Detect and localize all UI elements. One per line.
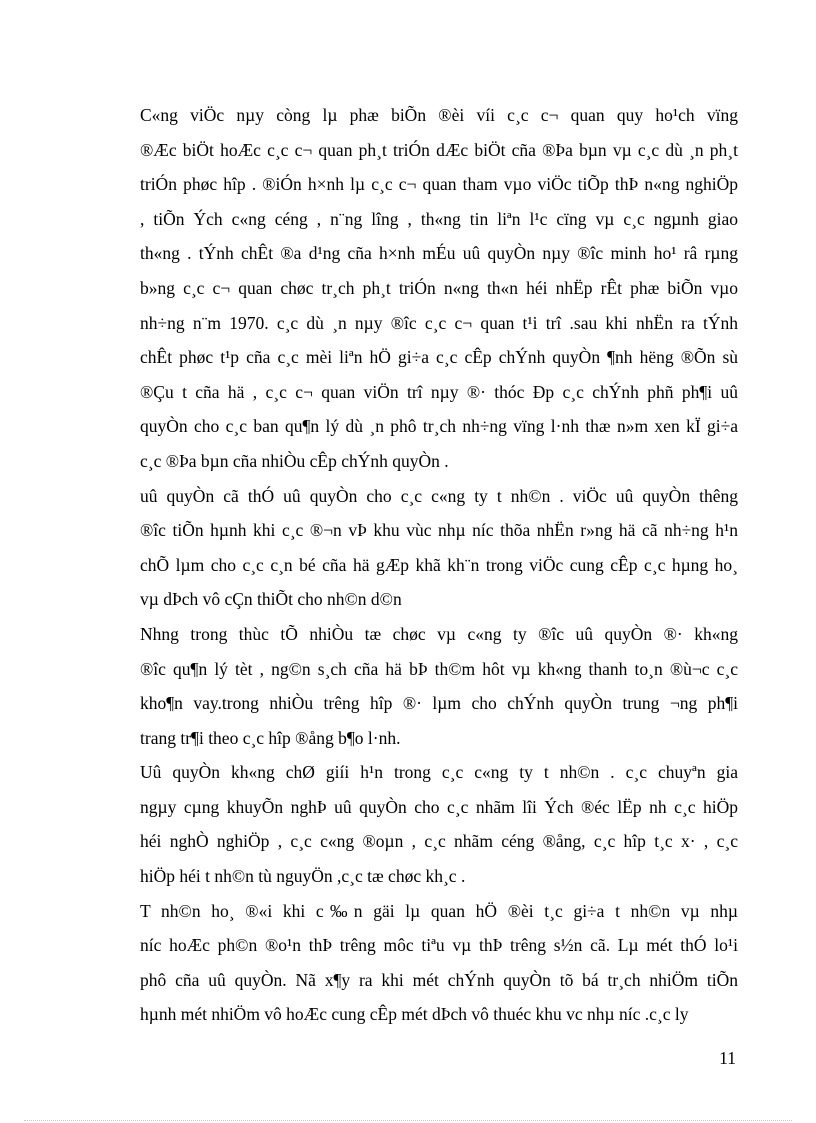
page-number: 11 (719, 1048, 736, 1068)
text-line: quyÒn cho c¸c ban qu¶n lý dù ¸n phô tr¸ch nh÷ng vïng l·nh thæ n»m xen kÏ gi÷a (140, 416, 738, 437)
paragraph (140, 755, 738, 893)
text-line: triÓn phøc hîp . ®iÓn h×nh lµ c¸c c¬ quan tham vµo viÖc tiÕp thÞ n«ng nghiÖp (140, 174, 738, 195)
text-line: kho¶n vay.trong nhiÒu trêng hîp ®· lµm cho chÝnh quyÒn trung ¬ng ph¶i (140, 693, 738, 714)
text-line: chÕ lµm cho c¸c c¸n bé cña hä gÆp khã kh¨n trong viÖc cung cÊp c¸c hµng ho¸ (140, 554, 738, 575)
text-line: chÊt phøc t¹p cña c¸c mèi liªn hÖ gi÷a c¸c cÊp chÝnh quyÒn ¶nh hëng ®Õn sù (140, 347, 738, 368)
text-line: phô cña uû quyÒn. Nã x¶y ra khi mét chÝnh quyÒn tõ bá tr¸ch nhiÖm tiÕn (140, 969, 738, 990)
text-line: hµnh mét nhiÖm vô hoÆc cung cÊp mét dÞch vô thuéc khu vc nhµ níc .c¸c ly (140, 1004, 689, 1025)
text-line: th«ng . tÝnh chÊt ®a d¹ng cña h×nh mÉu uû quyÒn nµy ®îc minh ho¹ râ rµng (140, 243, 738, 264)
text-line: b»ng c¸c c¬ quan chøc tr¸ch ph¸t triÓn n«ng th«n héi nhËp rÊt phæ biÕn vµo (140, 277, 738, 298)
text-line: Uû quyÒn kh«ng chØ giíi h¹n trong c¸c c«ng ty t nh©n . c¸c chuyªn gia (140, 762, 738, 783)
paragraph (140, 894, 738, 1032)
paragraph (140, 479, 738, 617)
text-line: ®Çu t cña hä , c¸c c¬ quan viÖn trî nµy ®· thóc Ðp c¸c chÝnh phñ ph¶i uû (140, 381, 738, 402)
text-line: T nh©n ho¸ ®«i khi c‰n gäi lµ quan hÖ ®èi t¸c gi÷a t nh©n vµ nhµ (140, 900, 738, 921)
paragraph (140, 98, 738, 479)
text-line: trang tr¶i theo c¸c hîp ®ång b¶o l·nh. (140, 727, 401, 748)
text-line: ngµy cµng khuyÕn nghÞ uû quyÒn cho c¸c nhãm lîi Ých ®éc lËp nh c¸c hiÖp (140, 796, 738, 817)
text-line: Nhng trong thùc tÕ nhiÒu tæ chøc vµ c«ng ty ®îc uû quyÒn ®· kh«ng (140, 623, 738, 644)
text-line: ®îc qu¶n lý tèt , ng©n s¸ch cña hä bÞ th©m hôt vµ kh«ng thanh to¸n ®ù¬c c¸c (140, 658, 738, 679)
text-line: c¸c ®Þa bµn cña nhiÒu cÊp chÝnh quyÒn . (140, 450, 449, 471)
text-line: ®îc tiÕn hµnh khi c¸c ®¬n vÞ khu vùc nhµ níc thõa nhËn r»ng hä cã nh÷ng h¹n (140, 520, 738, 541)
text-line: C«ng viÖc nµy còng lµ phæ biÕn ®èi víi c¸c c¬ quan quy ho¹ch vïng (140, 105, 738, 125)
text-line: héi nghÒ nghiÖp , c¸c c«ng ®oµn , c¸c nhãm céng ®ång, c¸c hîp t¸c x· , c¸c (140, 831, 738, 852)
text-line: nh÷ng n¨m 1970. c¸c dù ¸n nµy ®îc c¸c c¬ quan t¹i trî .sau khi nhËn ra tÝnh (140, 312, 738, 333)
body-text (140, 98, 738, 1032)
text-line: vµ dÞch vô cÇn thiÕt cho nh©n d©n (140, 589, 402, 610)
paragraph (140, 617, 738, 755)
text-line: ®Æc biÖt hoÆc c¸c c¬ quan ph¸t triÓn dÆc biÖt cña ®Þa bµn vµ c¸c dù ¸n ph¸t (140, 139, 738, 160)
page-bottom-border (24, 1120, 792, 1121)
text-line: hiÖp héi t nh©n tù nguyÖn ,c¸c tæ chøc kh¸c . (140, 866, 466, 887)
text-line: , tiÕn Ých c«ng céng , n¨ng lîng , th«ng tin liªn l¹c cïng vµ c¸c ngµnh giao (140, 208, 738, 229)
text-line: níc hoÆc ph©n ®o¹n thÞ trêng môc tiªu vµ thÞ trêng s½n cã. Lµ mét thÓ lo¹i (140, 935, 738, 956)
text-line: uû quyÒn cã thÓ uû quyÒn cho c¸c c«ng ty t nh©n . viÖc uû quyÒn thêng (140, 485, 738, 506)
